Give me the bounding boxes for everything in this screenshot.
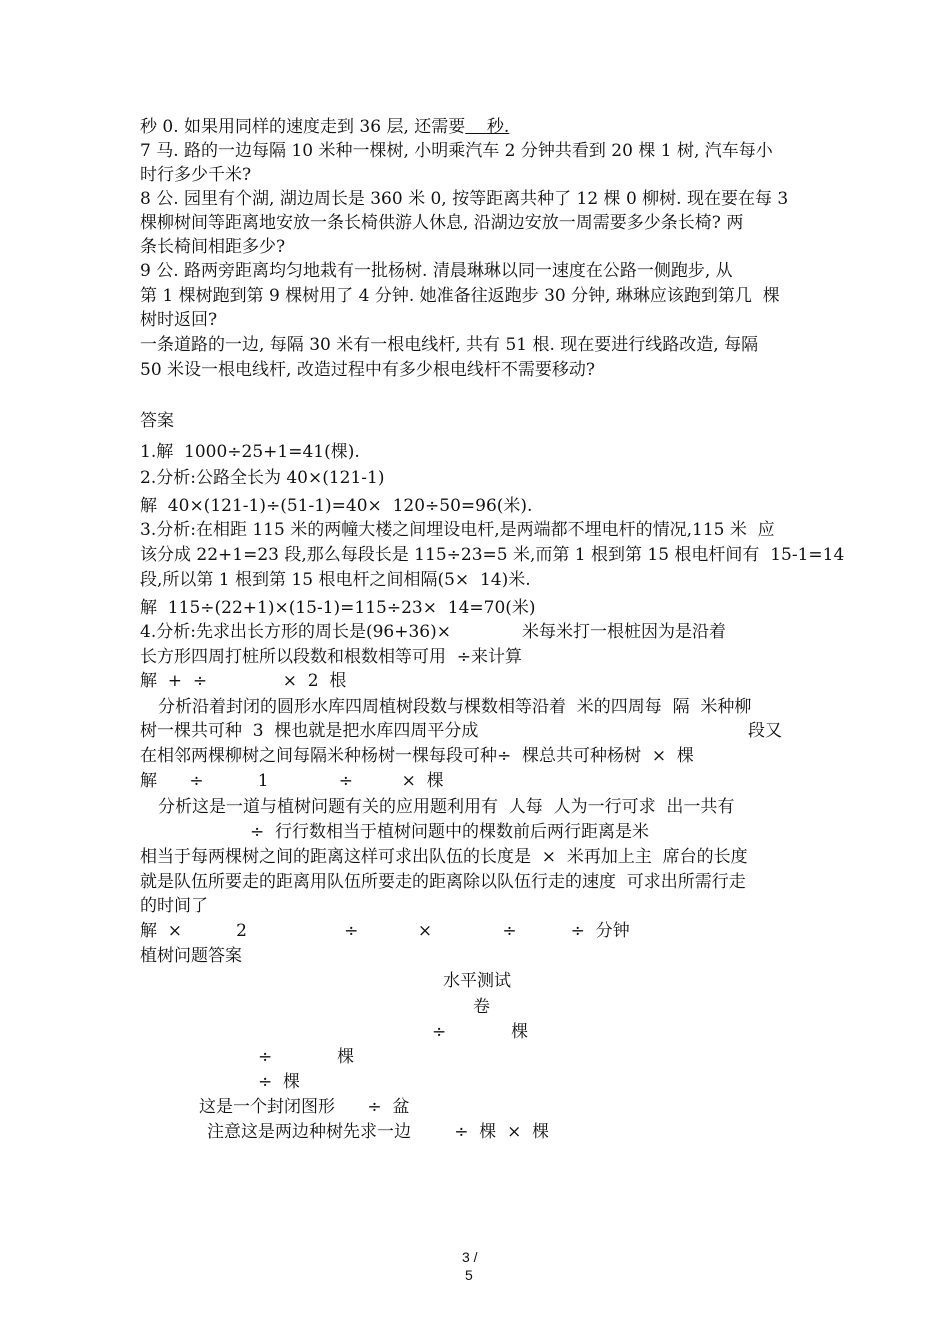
q9-line-2: 第 1 棵树跑到第 9 棵树用了 4 分钟. 她准备往返跑步 30 分钟, 琳琳应该跑到第几 棵 [140, 286, 780, 306]
answer-6-line-4: 就是队伍所要走的距离用队伍所要走的距离除以队伍行走的速度 可求出所需行走 [140, 872, 746, 892]
answer-2-analysis: 2.分析:公路全长为 40×(121-1) [140, 468, 385, 488]
page-number-total: 5 [465, 1267, 473, 1283]
level-test-heading-1: 水平测试 [443, 971, 511, 991]
level-test-row-3: ÷ 棵 [258, 1072, 301, 1092]
answer-5-line-2b: 段又 [748, 721, 782, 741]
answer-5-line-1: 分析沿着封闭的圆形水库四周植树段数与棵数相等沿着 米的四周每 隔 米种柳 [158, 697, 752, 717]
level-test-row-5: 注意这是两边种树先求一边 ÷ 棵 × 棵 [207, 1122, 550, 1142]
answer-3-line-3: 段,所以第 1 根到第 15 根电杆之间相隔(5× 14)米. [140, 570, 531, 590]
q6-tail-line [140, 115, 509, 139]
answer-6-line-5: 的时间了 [140, 896, 208, 916]
answer-5-line-2a: 树一棵共可种 3 棵也就是把水库四周平分成 [140, 721, 479, 741]
level-test-row-2: ÷ 棵 [258, 1047, 355, 1067]
answer-4-line-1a: 4.分析:先求出长方形的周长是(96+36)× [140, 622, 451, 642]
q10-line-2: 50 米设一根电线杆, 改造过程中有多少根电线杆不需要移动? [140, 360, 595, 380]
answer-2-solution: 解 40×(121-1)÷(51-1)=40× 120÷50=96(米). [140, 496, 533, 516]
answer-6-line-3: 相当于每两棵树之间的距离这样可求出队伍的长度是 × 米再加上主 席台的长度 [140, 847, 748, 867]
answer-6-line-2: ÷ 行行数相当于植树问题中的棵数前后两行距离是米 [250, 822, 650, 842]
q9-line-3: 树时返回? [140, 310, 218, 330]
level-test-row-1: ÷ 棵 [432, 1022, 529, 1042]
answer-3-solution: 解 115÷(22+1)×(15-1)=115÷23× 14=70(米) [140, 598, 536, 618]
answer-4-solution: 解 + ÷ × 2 根 [140, 671, 347, 691]
answer-3-line-1: 3.分析:在相距 115 米的两幢大楼之间埋设电杆,是两端都不埋电杆的情况,115 米 应 [140, 520, 775, 540]
answer-6-solution: 解 × 2 ÷ × ÷ ÷ 分钟 [140, 921, 630, 941]
answer-1: 1.解 1000÷25+1=41(棵). [140, 442, 360, 462]
answers-heading: 答案 [140, 411, 174, 431]
q9-line-1: 9 公. 路两旁距离均匀地栽有一批杨树. 清晨琳琳以同一速度在公路一侧跑步, 从 [140, 261, 733, 281]
q8-line-1: 8 公. 园里有个湖, 湖边周长是 360 米 0, 按等距离共种了 12 棵 0 柳树. 现在要在每 3 [140, 189, 789, 209]
q6-tail-text: 秒 0. 如果用同样的速度走到 36 层, 还需要 [140, 117, 466, 137]
answer-6-line-1: 分析这是一道与植树问题有关的应用题利用有 人每 人为一行可求 出一共有 [158, 797, 735, 817]
q7-line-1: 7 马. 路的一边每隔 10 米种一棵树, 小明乘汽车 2 分钟共看到 20 棵 1 树, 汽车每小 [140, 141, 773, 161]
answer-5-solution: 解 ÷ 1 ÷ × 棵 [140, 771, 444, 791]
answer-4-line-1b: 米每米打一根桩因为是沿着 [522, 622, 726, 642]
q8-line-3: 条长椅间相距多少? [140, 237, 286, 257]
q6-answer-blank: 秒. [465, 117, 510, 137]
q10-line-1: 一条道路的一边, 每隔 30 米有一根电线杆, 共有 51 根. 现在要进行线路改造, 每隔 [140, 335, 759, 355]
level-test-heading-2: 卷 [473, 997, 490, 1017]
level-test-title: 植树问题答案 [140, 946, 242, 966]
answer-5-line-3: 在相邻两棵柳树之间每隔米种杨树一棵每段可种÷ 棵总共可种杨树 × 棵 [140, 746, 694, 766]
answer-4-line-2: 长方形四周打桩所以段数和根数相等可用 ÷来计算 [140, 647, 523, 667]
q7-line-2: 时行多少千米? [140, 165, 252, 185]
page-number-current: 3 / [462, 1249, 478, 1265]
answer-3-line-2: 该分成 22+1=23 段,那么每段长是 115÷23=5 米,而第 1 根到第 15 根电杆间有 15-1=14 [140, 545, 845, 565]
level-test-row-4: 这是一个封闭图形 ÷ 盆 [199, 1097, 410, 1117]
q8-line-2: 棵柳树间等距离地安放一条长椅供游人休息, 沿湖边安放一周需要多少条长椅? 两 [140, 213, 744, 233]
